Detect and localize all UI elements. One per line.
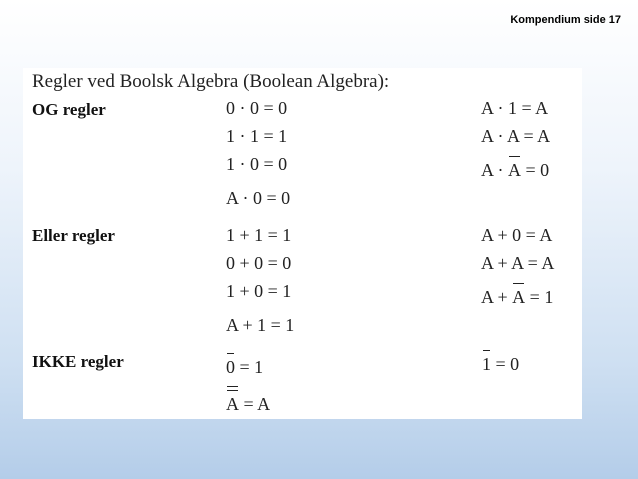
ikke-rule-2-negated [226,394,239,414]
og-rule-7 [481,160,549,180]
ikke-rule-3 [482,354,519,374]
eller-rule-7 [481,287,553,307]
eller-rule-1: 1 + 1 = 1 [226,225,292,245]
og-rule-7-negated: A [508,160,521,180]
ikke-rule-1-negated: 0 [226,357,235,377]
eller-rule-7-pre: A + [481,287,513,307]
og-rule-6: A · A = A [481,126,551,146]
eller-rule-4: A + 1 = 1 [226,315,295,335]
og-rule-4: A · 0 = 0 [226,188,291,208]
eller-rule-6: A + A = A [481,253,555,273]
ikke-heading: IKKE regler [32,352,124,371]
ikke-rule-1-post: = 1 [235,357,264,377]
page-label: Kompendium side 17 [510,14,621,26]
og-heading: OG regler [32,100,106,119]
ikke-rule-2-inner: A [226,394,239,414]
ikke-rule-3-post: = 0 [491,354,520,374]
ikke-rule-2 [226,394,270,414]
og-rule-7-post: = 0 [521,160,550,180]
eller-rule-7-negated: A [512,287,526,307]
slide-title: Regler ved Boolsk Algebra (Boolean Algebra): [32,71,390,92]
ikke-rule-1 [226,357,263,377]
eller-rule-3: 1 + 0 = 1 [226,281,292,301]
og-rule-1: 0 · 0 = 0 [226,98,288,118]
ikke-rule-2-post: = A [239,394,271,414]
eller-rule-2: 0 + 0 = 0 [226,253,292,273]
boolean-rules-slide [23,68,582,419]
og-rule-3: 1 · 0 = 0 [226,154,288,174]
ikke-rule-3-negated: 1 [482,354,491,374]
eller-rule-5: A + 0 = A [481,225,553,245]
og-rule-2: 1 · 1 = 1 [226,126,288,146]
eller-heading: Eller regler [32,226,115,245]
og-rule-7-pre: A · [481,160,508,180]
og-rule-5: A · 1 = A [481,98,549,118]
eller-rule-7-post: = 1 [525,287,554,307]
